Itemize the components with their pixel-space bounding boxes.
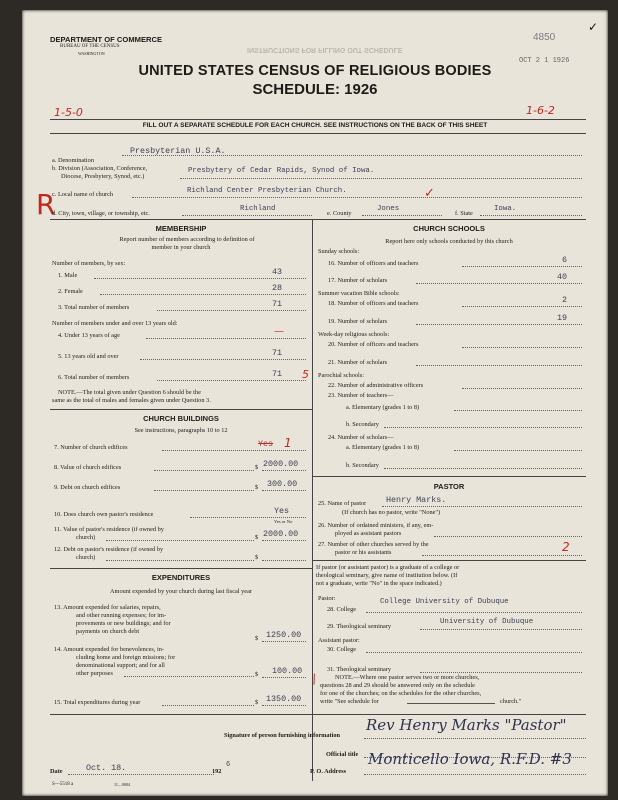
q4-value: — — [274, 326, 284, 337]
q18-value: 2 — [562, 295, 568, 305]
yes-no-hint: Yes or No — [274, 519, 293, 524]
q3-label: 3. Total number of members — [58, 304, 130, 311]
signature-label: Signature of person furnishing information — [224, 732, 341, 739]
q18-label: 18. Number of officers and teachers — [328, 300, 419, 307]
q30-label: 30. College — [327, 646, 357, 653]
address-value: Monticello Iowa, R.F.D. #3 — [368, 750, 572, 768]
bureau-name: BUREAU OF THE CENSUS — [60, 44, 120, 49]
instruction-line: FILL OUT A SEPARATE SCHEDULE FOR EACH CHURCH. SEE INSTRUCTIONS ON THE BACK OF THIS SHEET — [142, 122, 488, 129]
county-label: e. County — [327, 210, 352, 217]
parochial-label: Parochial schools: — [318, 372, 364, 379]
q13-line-4: payments on church debt — [76, 628, 140, 635]
year-suffix: 6 — [226, 761, 231, 769]
division-label-2: Diocese, Presbytery, Synod, etc.) — [61, 173, 145, 180]
q2-label: 2. Female — [58, 288, 83, 295]
city-name: WASHINGTON — [78, 51, 105, 56]
pastor-note-3: for one of the churches; on the schedules for the other churches, — [320, 690, 482, 697]
buildings-heading: CHURCH BUILDINGS — [143, 414, 219, 423]
q1-value: 43 — [272, 267, 283, 277]
q23a-label: a. Elementary (grades 1 to 8) — [346, 404, 420, 411]
q4-label: 4. Under 13 years of age — [58, 332, 120, 339]
q1-label: 1. Male — [58, 272, 78, 279]
grad-line-2: theological seminary, give name of institution below. (If — [316, 572, 458, 579]
print-number: 11—9084 — [114, 782, 130, 787]
q6-label: 6. Total number of members — [58, 374, 130, 381]
q19-value: 19 — [557, 313, 568, 323]
q19-label: 19. Number of scholars — [328, 318, 388, 325]
q27-line-2: pastor or his assistants — [335, 549, 392, 556]
dept-name: DEPARTMENT OF COMMERCE — [50, 35, 163, 44]
weekday-label: Week-day religious schools: — [318, 331, 390, 338]
q24a-label: a. Elementary (grades 1 to 8) — [346, 444, 420, 451]
q26-line-2: ployed as assistant pastors — [335, 530, 402, 537]
q29-label: 29. Theological seminary — [327, 623, 392, 630]
q7-value: Yes — [258, 439, 274, 449]
signature-value: Rev Henry Marks "Pastor" — [366, 716, 567, 734]
q27-hand-value: 2 — [562, 540, 570, 554]
membership-heading: MEMBERSHIP — [155, 224, 207, 233]
q14-dollar: $ — [255, 671, 259, 678]
q23-label: 23. Number of teachers— — [328, 392, 394, 399]
city-label: d. City, town, village, or township, etc. — [52, 210, 150, 217]
stamp-number: 4850 — [533, 32, 556, 43]
q17-value: 40 — [557, 272, 568, 282]
schools-intro: Report here only schools conducted by this church — [385, 238, 513, 245]
church-name-label: c. Local name of church — [52, 191, 114, 198]
q14-value: 100.00 — [272, 666, 303, 676]
division-label-1: b. Division (Association, Conference, — [52, 165, 148, 172]
stamp-date: OCT 2 1 1926 — [519, 57, 570, 65]
q11-value: 2000.00 — [263, 529, 299, 539]
q25-hint: (If church has no pastor, write "None") — [342, 509, 441, 516]
q31-label: 31. Theological seminary — [327, 666, 392, 673]
membership-intro-2: member in your church — [151, 244, 211, 251]
q15-dollar: $ — [255, 699, 259, 706]
denomination-label: a. Denomination — [52, 157, 94, 164]
membership-intro-1: Report number of members according to definition of — [119, 236, 255, 243]
q25-value: Henry Marks. — [386, 495, 447, 505]
denomination-value: Presbyterian U.S.A. — [130, 146, 226, 156]
q16-value: 6 — [562, 255, 568, 265]
check-red-icon: ✓ — [424, 186, 435, 201]
county-value: Jones — [377, 205, 400, 213]
expenditures-sub: Amount expended by your church during last fiscal year — [110, 588, 252, 595]
q7-label: 7. Number of church edifices — [54, 444, 128, 451]
q21-label: 21. Number of scholars — [328, 359, 388, 366]
q15-value: 1350.00 — [266, 694, 302, 704]
q24-label: 24. Number of scholars— — [328, 434, 394, 441]
expenditures-heading: EXPENDITURES — [151, 573, 211, 582]
q16-label: 16. Number of officers and teachers — [328, 260, 419, 267]
q11-label-1: 11. Value of pastor's residence (if owned by — [54, 526, 164, 533]
q10-label: 10. Does church own pastor's residence — [54, 511, 154, 518]
q14-line-4: other purposes — [76, 670, 113, 677]
code-left: 1-5-0 — [54, 106, 83, 119]
q8-label: 8. Value of church edifices — [54, 464, 122, 471]
official-title-label: Official title — [326, 751, 359, 758]
asst-label: Assistant pastor: — [318, 637, 360, 644]
q29-value: University of Dubuque — [440, 618, 534, 626]
q28-label: 28. College — [327, 606, 357, 613]
q14-line-1: 14. Amount expended for benevolences, in- — [54, 646, 164, 653]
ghost-text: INSTRUCTIONS FOR FILLING OUT SCHEDULE — [247, 46, 403, 53]
q28-value: College University of Dubuque — [380, 598, 509, 606]
q9-dollar: $ — [255, 484, 259, 491]
q24b-label: b. Secondary — [346, 462, 379, 469]
q9-value: 300.00 — [267, 479, 298, 489]
q12-label-2: church) — [76, 554, 96, 561]
pastor-note-5: church." — [500, 698, 522, 705]
form-number: S—5518 a — [52, 782, 74, 787]
date-label: Date — [50, 768, 63, 775]
q14-line-2: cluding home and foreign missions; for — [76, 654, 176, 661]
q15-label: 15. Total expenditures during year — [54, 699, 141, 706]
q6-value: 71 — [272, 369, 283, 379]
year-label: 192 — [212, 768, 222, 775]
q8-dollar: $ — [255, 464, 259, 471]
q9-label: 9. Debt on church edifices — [54, 484, 121, 491]
checkmark-icon: ✓ — [588, 20, 599, 34]
q26-line-1: 26. Number of ordained ministers, if any, em- — [318, 522, 434, 529]
buildings-sub: See instructions, paragraphs 10 to 12 — [134, 427, 228, 434]
pastor-note-4: write "See schedule for — [320, 698, 379, 705]
q10-value: Yes — [274, 506, 290, 516]
q17-label: 17. Number of scholars — [328, 277, 388, 284]
q3-value: 71 — [272, 299, 283, 309]
q22-label: 22. Number of administrative officers — [328, 382, 424, 389]
q12-dollar: $ — [255, 554, 259, 561]
q11-dollar: $ — [255, 534, 259, 541]
q13-line-3: provements or new buildings; and for — [76, 620, 171, 627]
schedule-sheet — [22, 10, 608, 796]
church-name-value: Richland Center Presbyterian Church. — [187, 187, 347, 195]
membership-note-2: same as the total of males and females given under Question 3. — [52, 397, 211, 404]
code-right: 1-6-2 — [526, 104, 555, 117]
q25-label: 25. Name of pastor — [318, 500, 367, 507]
q20-label: 20. Number of officers and teachers — [328, 341, 419, 348]
q2-value: 28 — [272, 283, 283, 293]
q8-value: 2000.00 — [263, 459, 299, 469]
state-label: f. State — [455, 210, 473, 217]
grad-line-1: If pastor (or assistant pastor) is a graduate of a college or — [316, 564, 460, 571]
q23b-label: b. Secondary — [346, 421, 379, 428]
q7-hand-value: 1 — [284, 436, 292, 450]
q13-value: 1250.00 — [266, 630, 302, 640]
red-tick-mark: 5 — [302, 368, 309, 381]
q27-line-1: 27. Number of other churches served by the — [318, 541, 429, 548]
red-r-mark: R — [36, 188, 56, 221]
q13-dollar: $ — [255, 635, 259, 642]
date-value: Oct. 18. — [86, 763, 127, 773]
city-value: Richland — [240, 205, 276, 213]
q13-line-1: 13. Amount expended for salaries, repairs, — [54, 604, 161, 611]
pastor-note-1: NOTE.—Where one pastor serves two or more churches, — [335, 674, 480, 681]
form-subtitle: SCHEDULE: 1926 — [252, 81, 378, 98]
age-label: Number of members under and over 13 years old: — [52, 320, 178, 327]
pastor-sub-label: Pastor: — [318, 595, 336, 602]
pastor-heading: PASTOR — [433, 482, 465, 491]
address-label: P. O. Address — [310, 768, 347, 775]
form-title: UNITED STATES CENSUS OF RELIGIOUS BODIES — [138, 63, 492, 79]
sex-label: Number of members, by sex: — [52, 260, 126, 267]
red-scribble: / — [309, 671, 319, 687]
q11-label-2: church) — [76, 534, 96, 541]
pastor-note-2: questions 28 and 29 should be answered only on the schedule — [320, 682, 475, 689]
division-value: Presbytery of Cedar Rapids, Synod of Iowa. — [188, 167, 375, 175]
schools-heading: CHURCH SCHOOLS — [413, 224, 485, 233]
q5-value: 71 — [272, 348, 283, 358]
q14-line-3: denominational support; and for all — [76, 662, 165, 669]
q5-label: 5. 13 years old and over — [58, 353, 119, 360]
summer-label: Summer vacation Bible schools: — [318, 290, 400, 297]
q13-line-2: and other running expenses; for im- — [76, 612, 167, 619]
state-value: Iowa. — [494, 205, 517, 213]
grad-line-3: not a graduate, write "No" in the space indicated.) — [316, 580, 442, 587]
membership-note-1: NOTE.—The total given under Question 6 should be the — [58, 389, 201, 396]
sunday-label: Sunday schools: — [318, 248, 360, 255]
q12-label-1: 12. Debt on pastor's residence (if owned by — [54, 546, 164, 553]
